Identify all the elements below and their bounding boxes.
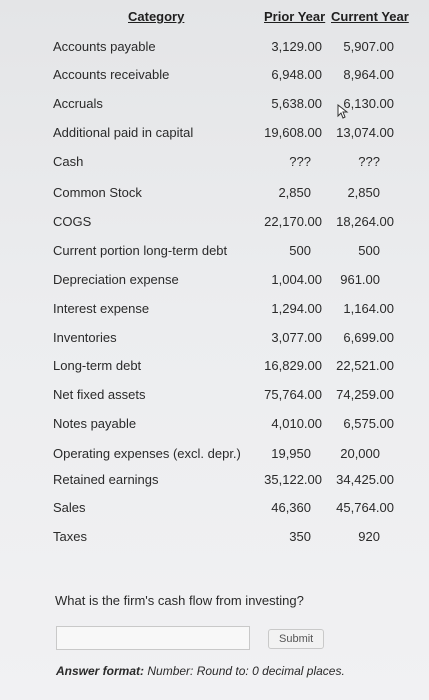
row-prior-value: 1,004.00	[271, 272, 322, 287]
table-row	[0, 91, 429, 117]
header-prior-year: Prior Year	[264, 9, 326, 24]
row-prior-value: 75,764.00	[264, 387, 322, 402]
row-prior-value: ???	[289, 154, 311, 169]
row-prior-value: 3,077.00	[271, 330, 322, 345]
row-current-value: 961.00	[340, 272, 380, 287]
row-category: COGS	[53, 214, 92, 229]
row-category: Common Stock	[53, 185, 142, 200]
row-prior-value: 22,170.00	[264, 214, 322, 229]
row-category: Operating expenses (excl. depr.)	[53, 446, 241, 461]
row-category: Net fixed assets	[53, 387, 146, 402]
row-category: Sales	[53, 500, 86, 515]
row-current-value: 500	[358, 243, 380, 258]
row-category: Inventories	[53, 330, 117, 345]
row-prior-value: 6,948.00	[271, 67, 322, 82]
row-current-value: 1,164.00	[343, 301, 394, 316]
row-prior-value: 19,950	[271, 446, 311, 461]
table-row	[0, 209, 429, 235]
table-row	[0, 495, 429, 521]
row-prior-value: 16,829.00	[264, 358, 322, 373]
row-current-value: 45,764.00	[336, 500, 394, 515]
row-category: Accounts receivable	[53, 67, 170, 82]
table-row	[0, 441, 429, 467]
row-category: Interest expense	[53, 301, 150, 316]
table-row	[0, 267, 429, 293]
row-current-value: 6,699.00	[343, 330, 394, 345]
row-current-value: ???	[358, 154, 380, 169]
table-row	[0, 382, 429, 408]
row-prior-value: 5,638.00	[271, 96, 322, 111]
row-category: Accruals	[53, 96, 103, 111]
row-prior-value: 3,129.00	[271, 39, 322, 54]
answer-format	[56, 664, 345, 678]
mouse-pointer-icon	[337, 104, 349, 120]
answer-format-label: Answer format:	[56, 664, 145, 678]
table-row	[0, 325, 429, 351]
answer-input[interactable]	[56, 626, 250, 650]
header-current-year: Current Year	[331, 9, 409, 24]
row-category: Taxes	[53, 529, 87, 544]
table-row	[0, 149, 429, 175]
answer-format-text: Number: Round to: 0 decimal places.	[147, 664, 345, 678]
row-prior-value: 500	[289, 243, 311, 258]
table-row	[0, 120, 429, 146]
table-row	[0, 467, 429, 493]
header-category: Category	[128, 9, 185, 24]
row-current-value: 13,074.00	[336, 125, 394, 140]
row-prior-value: 4,010.00	[271, 416, 322, 431]
row-category: Current portion long-term debt	[53, 243, 228, 258]
row-current-value: 2,850	[347, 185, 380, 200]
row-category: Long-term debt	[53, 358, 142, 373]
row-current-value: 6,575.00	[343, 416, 394, 431]
table-row	[0, 296, 429, 322]
table-row	[0, 524, 429, 550]
row-prior-value: 35,122.00	[264, 472, 322, 487]
row-prior-value: 19,608.00	[264, 125, 322, 140]
question-text: What is the firm's cash flow from investing?	[55, 593, 304, 608]
row-prior-value: 46,360	[271, 500, 311, 515]
row-category: Depreciation expense	[53, 272, 179, 287]
row-prior-value: 2,850	[278, 185, 311, 200]
row-current-value: 74,259.00	[336, 387, 394, 402]
row-current-value: 18,264.00	[336, 214, 394, 229]
row-current-value: 6,130.00	[343, 96, 394, 111]
table-row	[0, 34, 429, 60]
table-row	[0, 62, 429, 88]
row-current-value: 22,521.00	[336, 358, 394, 373]
row-category: Cash	[53, 154, 84, 169]
row-current-value: 20,000	[340, 446, 380, 461]
row-category: Retained earnings	[53, 472, 159, 487]
row-prior-value: 350	[289, 529, 311, 544]
row-category: Additional paid in capital	[53, 125, 194, 140]
row-category: Notes payable	[53, 416, 137, 431]
table-row	[0, 180, 429, 206]
row-current-value: 5,907.00	[343, 39, 394, 54]
row-current-value: 8,964.00	[343, 67, 394, 82]
row-prior-value: 1,294.00	[271, 301, 322, 316]
row-current-value: 34,425.00	[336, 472, 394, 487]
table-row	[0, 353, 429, 379]
row-category: Accounts payable	[53, 39, 156, 54]
row-current-value: 920	[358, 529, 380, 544]
submit-button[interactable]: Submit	[268, 629, 324, 649]
table-row	[0, 238, 429, 264]
table-row	[0, 411, 429, 437]
